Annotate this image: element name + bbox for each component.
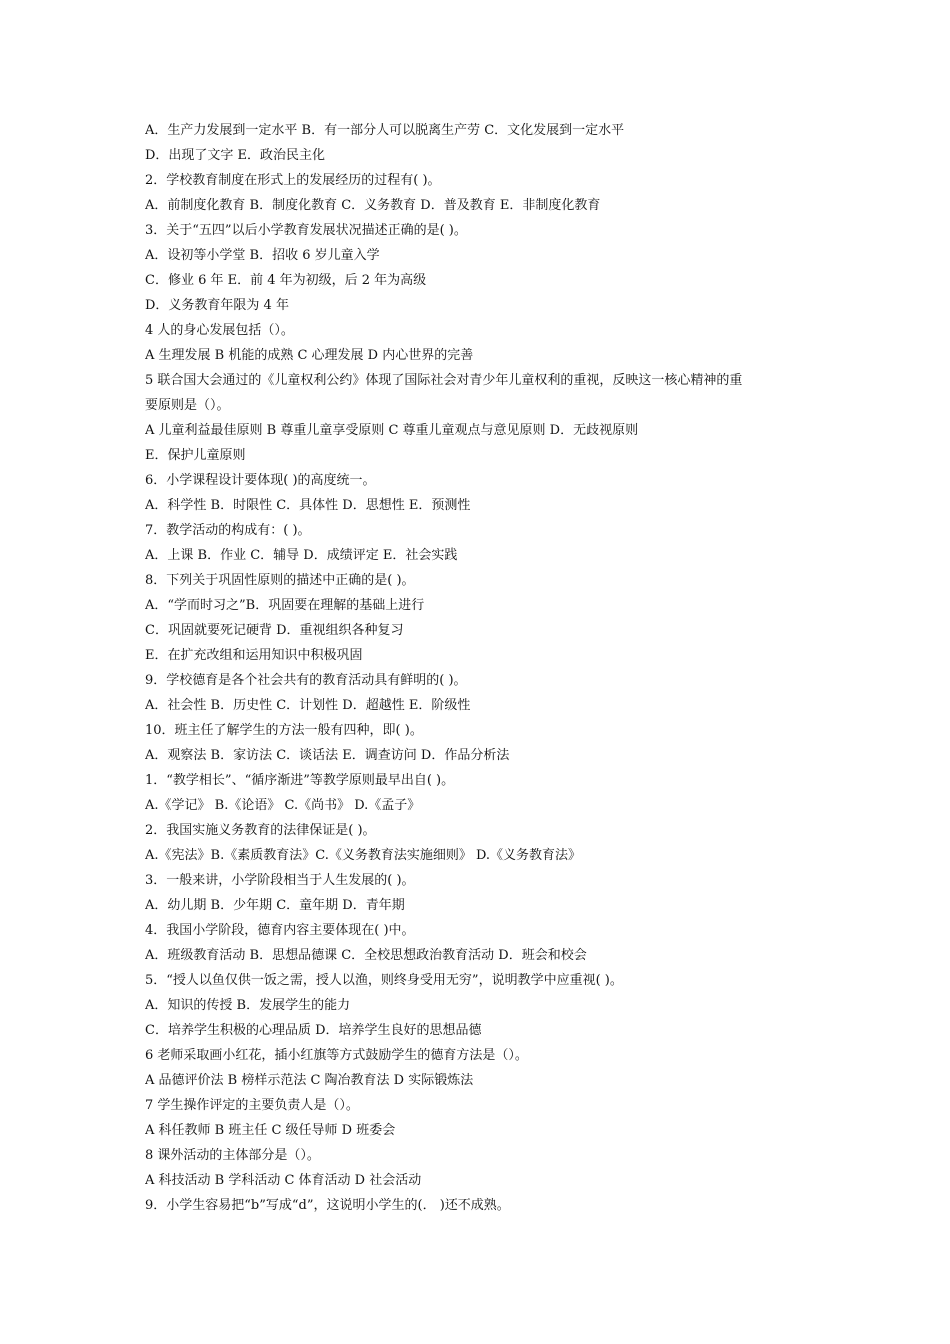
text-line: C．巩固就要死记硬背 D．重视组织各种复习 <box>145 623 404 638</box>
text-line: 8 课外活动的主体部分是（）。 <box>145 1148 320 1163</box>
text-line: A．设初等小学堂 B．招收 6 岁儿童入学 <box>145 248 380 263</box>
text-line: E．在扩充改组和运用知识中积极巩固 <box>145 648 363 663</box>
text-line: A．班级教育活动 B．思想品德课 C．全校思想政治教育活动 D．班会和校会 <box>145 948 587 963</box>
text-line: A．科学性 B．时限性 C．具体性 D．思想性 E．预测性 <box>145 498 471 513</box>
text-line: 10．班主任了解学生的方法一般有四种，即( )。 <box>145 723 423 738</box>
text-line: A．社会性 B．历史性 C．计划性 D．超越性 E．阶级性 <box>145 698 471 713</box>
text-line: 2．学校教育制度在形式上的发展经历的过程有( )。 <box>145 173 441 188</box>
text-line: 5．“授人以鱼仅供一饭之需，授人以渔，则终身受用无穷”，说明教学中应重视( )。 <box>145 973 623 988</box>
text-line: 9．学校德育是各个社会共有的教育活动具有鲜明的( )。 <box>145 673 467 688</box>
text-line: 6．小学课程设计要体现( )的高度统一。 <box>145 473 376 488</box>
question-text-block <box>145 118 825 1218</box>
text-line: 4 人的身心发展包括（）。 <box>145 323 294 338</box>
text-line: 要原则是（）。 <box>145 398 230 413</box>
text-line: 3．关于“五四”以后小学教育发展状况描述正确的是( )。 <box>145 223 467 238</box>
text-line: A 生理发展 B 机能的成熟 C 心理发展 D 内心世界的完善 <box>145 348 474 363</box>
text-line: C．培养学生积极的心理品质 D．培养学生良好的思想品德 <box>145 1023 482 1038</box>
text-line: A．知识的传授 B．发展学生的能力 <box>145 998 351 1013</box>
text-line: A 科任教师 B 班主任 C 级任导师 D 班委会 <box>145 1123 396 1138</box>
text-line: 9．小学生容易把“b”写成“d”，这说明小学生的(． )还不成熟。 <box>145 1198 510 1213</box>
text-line: A．上课 B．作业 C．辅导 D．成绩评定 E．社会实践 <box>145 548 458 563</box>
text-line: D．出现了文字 E．政治民主化 <box>145 148 326 163</box>
text-line: A 科技活动 B 学科活动 C 体育活动 D 社会活动 <box>145 1173 422 1188</box>
text-line: A．幼儿期 B．少年期 C．童年期 D．青年期 <box>145 898 405 913</box>
text-line: E．保护儿童原则 <box>145 448 246 463</box>
text-line: 2．我国实施义务教育的法律保证是( )。 <box>145 823 376 838</box>
text-line: 1．“教学相长”、“循序渐进”等教学原则最早出自( )。 <box>145 773 455 788</box>
text-line: 5 联合国大会通过的《儿童权利公约》体现了国际社会对青少年儿童权利的重视，反映这一核心精神的重 <box>145 373 743 388</box>
text-line: A 儿童利益最佳原则 B 尊重儿童享受原则 C 尊重儿童观点与意见原则 D．无歧视原则 <box>145 423 639 438</box>
text-line: A 品德评价法 B 榜样示范法 C 陶冶教育法 D 实际锻炼法 <box>145 1073 474 1088</box>
text-line: 8．下列关于巩固性原则的描述中正确的是( )。 <box>145 573 415 588</box>
text-line: 7 学生操作评定的主要负责人是（）。 <box>145 1098 359 1113</box>
text-line: 7．教学活动的构成有：( )。 <box>145 523 311 538</box>
text-line: 4．我国小学阶段，德育内容主要体现在( )中。 <box>145 923 415 938</box>
text-line: D．义务教育年限为 4 年 <box>145 298 289 313</box>
text-line: A．观察法 B．家访法 C．谈话法 E．调查访问 D．作品分析法 <box>145 748 510 763</box>
text-line: C．修业 6 年 E．前 4 年为初级，后 2 年为高级 <box>145 273 427 288</box>
text-line: A．“学而时习之”B．巩固要在理解的基础上进行 <box>145 598 425 613</box>
text-line: A.《学记》 B.《论语》 C.《尚书》 D.《孟子》 <box>145 798 421 813</box>
text-line: 6 老师采取画小红花，插小红旗等方式鼓励学生的德育方法是（）。 <box>145 1048 528 1063</box>
text-line: A．前制度化教育 B．制度化教育 C．义务教育 D．普及教育 E．非制度化教育 <box>145 198 601 213</box>
text-line: A.《宪法》B.《素质教育法》C.《义务教育法实施细则》 D.《义务教育法》 <box>145 848 582 863</box>
text-line: 3．一般来讲，小学阶段相当于人生发展的( )。 <box>145 873 415 888</box>
text-line: A．生产力发展到一定水平 B．有一部分人可以脱离生产劳 C．文化发展到一定水平 <box>145 123 625 138</box>
